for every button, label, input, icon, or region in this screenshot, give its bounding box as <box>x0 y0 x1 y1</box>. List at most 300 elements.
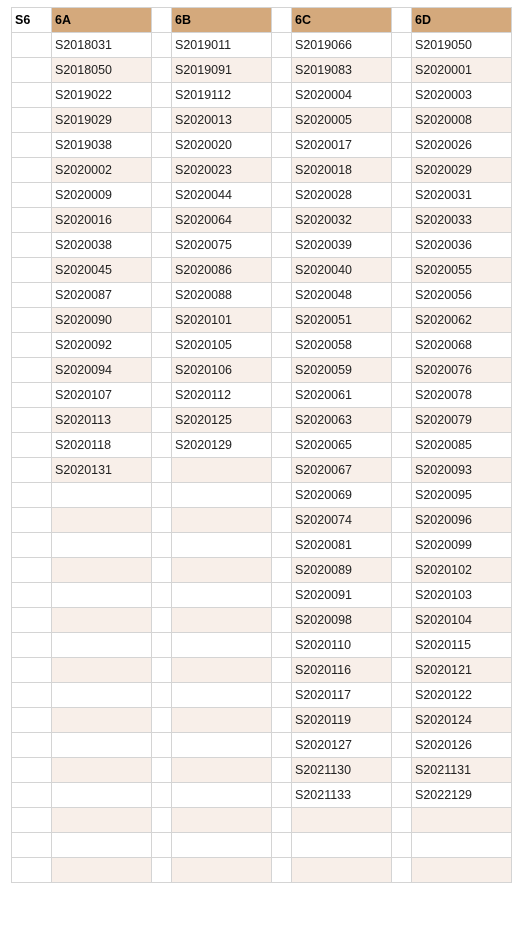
row-label-cell[interactable] <box>12 608 52 633</box>
student-id-cell[interactable] <box>52 708 152 733</box>
spacer-cell[interactable] <box>272 558 292 583</box>
spacer-cell[interactable] <box>272 33 292 58</box>
student-id-cell[interactable] <box>292 858 392 883</box>
corner-label-cell[interactable]: S6 <box>12 8 52 33</box>
student-id-cell[interactable]: S2020051 <box>292 308 392 333</box>
spacer-cell[interactable] <box>152 183 172 208</box>
spacer-cell[interactable] <box>272 608 292 633</box>
spacer-cell[interactable] <box>152 808 172 833</box>
spacer-cell[interactable] <box>272 483 292 508</box>
spacer-cell[interactable] <box>272 233 292 258</box>
spacer-cell[interactable] <box>152 583 172 608</box>
student-id-cell[interactable] <box>172 558 272 583</box>
student-id-cell[interactable]: S2020086 <box>172 258 272 283</box>
row-label-cell[interactable] <box>12 308 52 333</box>
student-id-cell[interactable]: S2020026 <box>412 133 512 158</box>
spacer-cell[interactable] <box>272 808 292 833</box>
table-row <box>12 733 512 758</box>
spacer-cell[interactable] <box>392 658 412 683</box>
row-label-cell[interactable] <box>12 733 52 758</box>
student-id-cell[interactable]: S2020028 <box>292 183 392 208</box>
student-id-cell[interactable]: S2020085 <box>412 433 512 458</box>
student-id-cell[interactable] <box>172 508 272 533</box>
spacer-cell[interactable] <box>272 133 292 158</box>
spacer-cell[interactable] <box>152 133 172 158</box>
student-id-cell[interactable]: S2020129 <box>172 433 272 458</box>
spacer-cell[interactable] <box>272 333 292 358</box>
spacer-cell[interactable] <box>152 358 172 383</box>
student-id-cell[interactable]: S2018031 <box>52 33 152 58</box>
student-id-cell[interactable] <box>52 558 152 583</box>
spacer-cell[interactable] <box>392 33 412 58</box>
student-id-cell[interactable]: S2020020 <box>172 133 272 158</box>
spacer-cell[interactable] <box>272 308 292 333</box>
row-label-cell[interactable] <box>12 533 52 558</box>
student-id-cell[interactable]: S2020016 <box>52 208 152 233</box>
spacer-cell[interactable] <box>152 683 172 708</box>
column-header-6b[interactable]: 6B <box>172 8 272 33</box>
student-id-cell[interactable]: S2020013 <box>172 108 272 133</box>
row-label-cell[interactable] <box>12 483 52 508</box>
spacer-cell[interactable] <box>392 83 412 108</box>
row-label-cell[interactable] <box>12 133 52 158</box>
student-id-cell[interactable]: S2020121 <box>412 658 512 683</box>
spacer-cell[interactable] <box>152 608 172 633</box>
student-id-cell[interactable] <box>172 783 272 808</box>
student-id-cell[interactable]: S2020090 <box>52 308 152 333</box>
row-label-cell[interactable] <box>12 358 52 383</box>
student-id-cell[interactable]: S2020044 <box>172 183 272 208</box>
spacer-cell[interactable] <box>152 383 172 408</box>
spacer-cell[interactable] <box>152 233 172 258</box>
student-id-cell[interactable]: S2019112 <box>172 83 272 108</box>
spacer-cell[interactable] <box>272 258 292 283</box>
student-id-cell[interactable]: S2020067 <box>292 458 392 483</box>
student-id-cell[interactable]: S2020124 <box>412 708 512 733</box>
spacer-cell[interactable] <box>152 408 172 433</box>
student-id-cell[interactable] <box>172 808 272 833</box>
spacer-cell[interactable] <box>392 58 412 83</box>
student-id-cell[interactable]: S2019029 <box>52 108 152 133</box>
student-id-cell[interactable] <box>52 633 152 658</box>
student-id-cell[interactable] <box>172 583 272 608</box>
row-label-cell[interactable] <box>12 58 52 83</box>
student-id-cell[interactable]: S2020002 <box>52 158 152 183</box>
spacer-cell[interactable] <box>152 283 172 308</box>
student-id-cell[interactable]: S2020126 <box>412 733 512 758</box>
student-id-cell[interactable]: S2020122 <box>412 683 512 708</box>
row-label-cell[interactable] <box>12 183 52 208</box>
student-id-cell[interactable]: S2020008 <box>412 108 512 133</box>
student-id-cell[interactable]: S2020076 <box>412 358 512 383</box>
student-id-cell[interactable]: S2020062 <box>412 308 512 333</box>
spacer-cell[interactable] <box>272 433 292 458</box>
student-id-cell[interactable] <box>52 533 152 558</box>
student-id-cell[interactable] <box>52 608 152 633</box>
spacer-cell[interactable] <box>392 708 412 733</box>
student-id-cell[interactable]: S2020068 <box>412 333 512 358</box>
spacer-cell[interactable] <box>152 58 172 83</box>
student-id-cell[interactable]: S2020036 <box>412 233 512 258</box>
student-id-cell[interactable] <box>292 808 392 833</box>
row-label-cell[interactable] <box>12 708 52 733</box>
table-row <box>12 83 512 108</box>
table-row <box>12 58 512 83</box>
student-id-cell[interactable]: S2020089 <box>292 558 392 583</box>
spacer-cell[interactable] <box>272 108 292 133</box>
student-id-cell[interactable]: S2020040 <box>292 258 392 283</box>
student-id-cell[interactable] <box>52 858 152 883</box>
spacer-cell[interactable] <box>272 683 292 708</box>
student-id-cell[interactable]: S2020102 <box>412 558 512 583</box>
student-id-cell[interactable]: S2020091 <box>292 583 392 608</box>
spacer-cell[interactable] <box>152 258 172 283</box>
spacer-cell[interactable] <box>152 708 172 733</box>
student-id-cell[interactable]: S2020088 <box>172 283 272 308</box>
spacer-cell[interactable] <box>152 533 172 558</box>
row-label-cell[interactable] <box>12 858 52 883</box>
spacer-cell[interactable] <box>392 133 412 158</box>
student-id-cell[interactable]: S2020113 <box>52 408 152 433</box>
student-id-cell[interactable] <box>52 583 152 608</box>
column-header-6c[interactable]: 6C <box>292 8 392 33</box>
student-id-cell[interactable]: S2020065 <box>292 433 392 458</box>
student-id-cell[interactable]: S2020056 <box>412 283 512 308</box>
spacer-cell[interactable] <box>392 433 412 458</box>
spacer-cell[interactable] <box>392 208 412 233</box>
spacer-cell[interactable] <box>152 783 172 808</box>
student-id-cell[interactable]: S2020115 <box>412 633 512 658</box>
student-id-cell[interactable]: S2020045 <box>52 258 152 283</box>
student-id-cell[interactable]: S2020064 <box>172 208 272 233</box>
student-id-cell[interactable] <box>52 658 152 683</box>
table-row <box>12 108 512 133</box>
spacer-cell[interactable] <box>152 483 172 508</box>
table-row <box>12 358 512 383</box>
spacer-cell[interactable] <box>392 308 412 333</box>
student-id-cell[interactable]: S2020009 <box>52 183 152 208</box>
student-id-cell[interactable] <box>172 683 272 708</box>
student-id-cell[interactable]: S2020018 <box>292 158 392 183</box>
spacer-cell[interactable] <box>272 408 292 433</box>
spacer-cell[interactable] <box>152 558 172 583</box>
table-row <box>12 508 512 533</box>
spacer-cell[interactable] <box>272 783 292 808</box>
spacer-cell[interactable] <box>152 833 172 858</box>
student-id-cell[interactable]: S2020048 <box>292 283 392 308</box>
spacer-cell[interactable] <box>272 733 292 758</box>
student-id-cell[interactable]: S2022129 <box>412 783 512 808</box>
student-id-cell[interactable] <box>172 658 272 683</box>
row-label-cell[interactable] <box>12 33 52 58</box>
student-id-cell[interactable]: S2019022 <box>52 83 152 108</box>
column-header-6d[interactable]: 6D <box>412 8 512 33</box>
spacer-cell[interactable] <box>392 358 412 383</box>
student-id-cell[interactable]: S2020101 <box>172 308 272 333</box>
spacer-cell[interactable] <box>392 683 412 708</box>
student-id-cell[interactable] <box>292 833 392 858</box>
spacer-cell[interactable] <box>392 608 412 633</box>
table-row <box>12 758 512 783</box>
table-row <box>12 583 512 608</box>
row-label-cell[interactable] <box>12 558 52 583</box>
student-id-cell[interactable]: S2021130 <box>292 758 392 783</box>
spacer-cell[interactable] <box>392 758 412 783</box>
student-id-cell[interactable] <box>52 758 152 783</box>
table-row <box>12 658 512 683</box>
row-label-cell[interactable] <box>12 208 52 233</box>
student-id-cell[interactable]: S2020059 <box>292 358 392 383</box>
student-id-cell[interactable] <box>52 783 152 808</box>
student-id-cell[interactable]: S2020033 <box>412 208 512 233</box>
student-id-cell[interactable] <box>172 758 272 783</box>
spacer-cell[interactable] <box>152 433 172 458</box>
student-id-cell[interactable]: S2020103 <box>412 583 512 608</box>
student-id-cell[interactable] <box>172 858 272 883</box>
student-id-cell[interactable]: S2020074 <box>292 508 392 533</box>
student-id-cell[interactable] <box>52 733 152 758</box>
row-label-cell[interactable] <box>12 158 52 183</box>
student-id-cell[interactable]: S2020005 <box>292 108 392 133</box>
student-id-cell[interactable]: S2020096 <box>412 508 512 533</box>
spreadsheet <box>11 7 512 883</box>
student-id-cell[interactable]: S2020131 <box>52 458 152 483</box>
student-id-cell[interactable] <box>172 483 272 508</box>
student-id-cell[interactable] <box>172 533 272 558</box>
student-id-cell[interactable] <box>412 808 512 833</box>
student-id-cell[interactable]: S2020081 <box>292 533 392 558</box>
spacer-cell[interactable] <box>272 158 292 183</box>
student-id-cell[interactable]: S2019038 <box>52 133 152 158</box>
spacer-cell[interactable] <box>392 508 412 533</box>
student-id-cell[interactable] <box>412 858 512 883</box>
student-id-cell[interactable]: S2020031 <box>412 183 512 208</box>
spacer-cell[interactable] <box>392 783 412 808</box>
student-id-cell[interactable]: S2020106 <box>172 358 272 383</box>
student-id-cell[interactable] <box>52 483 152 508</box>
spacer-cell[interactable] <box>272 8 292 33</box>
student-id-cell[interactable]: S2020119 <box>292 708 392 733</box>
student-id-cell[interactable] <box>52 683 152 708</box>
student-id-cell[interactable]: S2019050 <box>412 33 512 58</box>
spacer-cell[interactable] <box>392 283 412 308</box>
spacer-cell[interactable] <box>392 533 412 558</box>
spacer-cell[interactable] <box>272 58 292 83</box>
row-label-cell[interactable] <box>12 658 52 683</box>
student-id-cell[interactable] <box>52 833 152 858</box>
student-id-cell[interactable]: S2020078 <box>412 383 512 408</box>
student-id-cell[interactable]: S2020092 <box>52 333 152 358</box>
spacer-cell[interactable] <box>152 158 172 183</box>
student-id-cell[interactable]: S2020004 <box>292 83 392 108</box>
table-row <box>12 533 512 558</box>
student-id-cell[interactable]: S2019066 <box>292 33 392 58</box>
student-id-cell[interactable] <box>52 508 152 533</box>
spacer-cell[interactable] <box>152 83 172 108</box>
spacer-cell[interactable] <box>272 83 292 108</box>
student-id-cell[interactable]: S2020116 <box>292 658 392 683</box>
student-id-cell[interactable]: S2019011 <box>172 33 272 58</box>
spacer-cell[interactable] <box>152 758 172 783</box>
student-id-cell[interactable]: S2020023 <box>172 158 272 183</box>
spacer-cell[interactable] <box>152 458 172 483</box>
spacer-cell[interactable] <box>152 858 172 883</box>
row-label-cell[interactable] <box>12 508 52 533</box>
spacer-cell[interactable] <box>152 508 172 533</box>
spacer-cell[interactable] <box>392 583 412 608</box>
student-id-cell[interactable]: S2020017 <box>292 133 392 158</box>
table-row <box>12 833 512 858</box>
spacer-cell[interactable] <box>392 333 412 358</box>
student-id-cell[interactable]: S2021131 <box>412 758 512 783</box>
spacer-cell[interactable] <box>272 508 292 533</box>
table-row <box>12 183 512 208</box>
student-id-cell[interactable]: S2020125 <box>172 408 272 433</box>
row-label-cell[interactable] <box>12 233 52 258</box>
spacer-cell[interactable] <box>272 208 292 233</box>
student-id-cell[interactable] <box>172 833 272 858</box>
student-id-cell[interactable]: S2020001 <box>412 58 512 83</box>
spacer-cell[interactable] <box>392 808 412 833</box>
row-label-cell[interactable] <box>12 408 52 433</box>
student-id-cell[interactable]: S2020038 <box>52 233 152 258</box>
student-id-cell[interactable] <box>172 708 272 733</box>
spacer-cell[interactable] <box>392 858 412 883</box>
student-id-cell[interactable]: S2020069 <box>292 483 392 508</box>
spacer-cell[interactable] <box>392 8 412 33</box>
spacer-cell[interactable] <box>152 308 172 333</box>
table-row <box>12 158 512 183</box>
column-header-6a[interactable]: 6A <box>52 8 152 33</box>
table-row <box>12 558 512 583</box>
spacer-cell[interactable] <box>392 833 412 858</box>
spacer-cell[interactable] <box>272 358 292 383</box>
student-id-cell[interactable]: S2020112 <box>172 383 272 408</box>
spacer-cell[interactable] <box>272 183 292 208</box>
student-id-cell[interactable] <box>52 808 152 833</box>
spacer-cell[interactable] <box>392 383 412 408</box>
row-label-cell[interactable] <box>12 108 52 133</box>
student-id-cell[interactable]: S2020107 <box>52 383 152 408</box>
student-id-cell[interactable] <box>172 458 272 483</box>
student-id-cell[interactable]: S2020095 <box>412 483 512 508</box>
student-id-cell[interactable]: S2020003 <box>412 83 512 108</box>
student-id-cell[interactable]: S2020029 <box>412 158 512 183</box>
spacer-cell[interactable] <box>272 758 292 783</box>
student-id-cell[interactable]: S2020105 <box>172 333 272 358</box>
student-id-cell[interactable] <box>172 733 272 758</box>
spacer-cell[interactable] <box>272 833 292 858</box>
spacer-cell[interactable] <box>392 233 412 258</box>
student-id-cell[interactable]: S2020032 <box>292 208 392 233</box>
student-id-cell[interactable]: S2020075 <box>172 233 272 258</box>
row-label-cell[interactable] <box>12 583 52 608</box>
student-id-cell[interactable]: S2020055 <box>412 258 512 283</box>
row-label-cell[interactable] <box>12 683 52 708</box>
spacer-cell[interactable] <box>272 858 292 883</box>
spacer-cell[interactable] <box>392 183 412 208</box>
table-row <box>12 783 512 808</box>
student-id-cell[interactable]: S2020058 <box>292 333 392 358</box>
student-id-cell[interactable]: S2020099 <box>412 533 512 558</box>
row-label-cell[interactable] <box>12 333 52 358</box>
spacer-cell[interactable] <box>152 208 172 233</box>
row-label-cell[interactable] <box>12 383 52 408</box>
spacer-cell[interactable] <box>392 158 412 183</box>
table-row <box>12 333 512 358</box>
student-id-cell[interactable]: S2020127 <box>292 733 392 758</box>
spacer-cell[interactable] <box>272 583 292 608</box>
spacer-cell[interactable] <box>392 108 412 133</box>
table-row <box>12 633 512 658</box>
spacer-cell[interactable] <box>392 458 412 483</box>
student-id-cell[interactable]: S2020104 <box>412 608 512 633</box>
row-label-cell[interactable] <box>12 758 52 783</box>
spacer-cell[interactable] <box>272 658 292 683</box>
spacer-cell[interactable] <box>152 8 172 33</box>
spacer-cell[interactable] <box>272 533 292 558</box>
spacer-cell[interactable] <box>152 33 172 58</box>
spacer-cell[interactable] <box>152 108 172 133</box>
student-id-cell[interactable]: S2020118 <box>52 433 152 458</box>
spacer-cell[interactable] <box>392 483 412 508</box>
student-id-cell[interactable]: S2020094 <box>52 358 152 383</box>
student-id-cell[interactable]: S2020039 <box>292 233 392 258</box>
student-id-cell[interactable]: S2020061 <box>292 383 392 408</box>
spacer-cell[interactable] <box>392 408 412 433</box>
student-id-cell[interactable] <box>172 608 272 633</box>
student-id-cell[interactable]: S2019083 <box>292 58 392 83</box>
student-id-cell[interactable]: S2020079 <box>412 408 512 433</box>
spacer-cell[interactable] <box>272 708 292 733</box>
student-id-cell[interactable]: S2020098 <box>292 608 392 633</box>
row-label-cell[interactable] <box>12 433 52 458</box>
row-label-cell[interactable] <box>12 283 52 308</box>
student-id-cell[interactable]: S2021133 <box>292 783 392 808</box>
table-row <box>12 458 512 483</box>
row-label-cell[interactable] <box>12 633 52 658</box>
row-label-cell[interactable] <box>12 83 52 108</box>
student-id-cell[interactable]: S2020117 <box>292 683 392 708</box>
row-label-cell[interactable] <box>12 808 52 833</box>
spacer-cell[interactable] <box>272 383 292 408</box>
student-id-cell[interactable]: S2020110 <box>292 633 392 658</box>
student-id-cell[interactable] <box>412 833 512 858</box>
spacer-cell[interactable] <box>272 283 292 308</box>
student-id-cell[interactable]: S2020093 <box>412 458 512 483</box>
spacer-cell[interactable] <box>392 633 412 658</box>
row-label-cell[interactable] <box>12 258 52 283</box>
row-label-cell[interactable] <box>12 833 52 858</box>
spacer-cell[interactable] <box>152 658 172 683</box>
spacer-cell[interactable] <box>392 558 412 583</box>
student-id-cell[interactable]: S2019091 <box>172 58 272 83</box>
spacer-cell[interactable] <box>272 633 292 658</box>
spacer-cell[interactable] <box>152 633 172 658</box>
row-label-cell[interactable] <box>12 783 52 808</box>
spacer-cell[interactable] <box>152 333 172 358</box>
spacer-cell[interactable] <box>392 733 412 758</box>
spacer-cell[interactable] <box>152 733 172 758</box>
student-id-cell[interactable] <box>172 633 272 658</box>
row-label-cell[interactable] <box>12 458 52 483</box>
student-id-cell[interactable]: S2020063 <box>292 408 392 433</box>
student-id-cell[interactable]: S2018050 <box>52 58 152 83</box>
student-id-cell[interactable]: S2020087 <box>52 283 152 308</box>
table-row <box>12 408 512 433</box>
spacer-cell[interactable] <box>392 258 412 283</box>
spacer-cell[interactable] <box>272 458 292 483</box>
